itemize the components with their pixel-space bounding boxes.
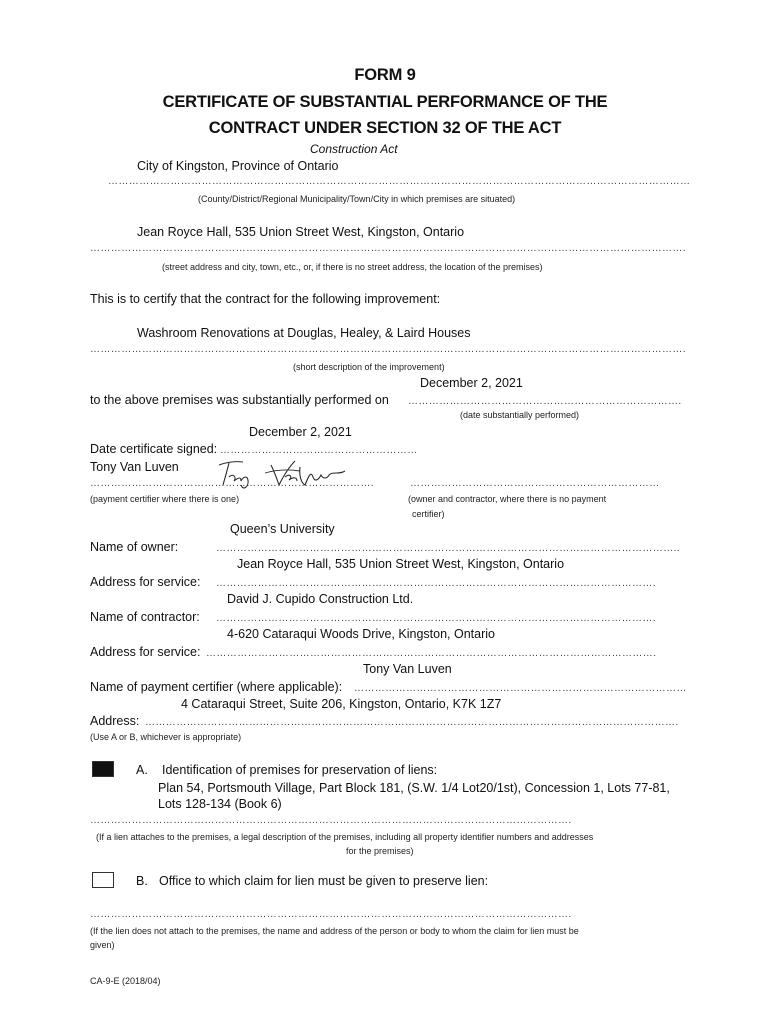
option-a-letter: A.	[136, 763, 148, 777]
option-b-caption-line1: (If the lien does not attach to the premises, the name and address of the person or body to whom the claim for lien must be	[90, 926, 579, 936]
option-a-checkbox[interactable]	[92, 761, 114, 777]
contractor-value[interactable]: David J. Cupido Construction Ltd.	[227, 592, 414, 606]
improvement-line: ……………………………………………………………………………………………………………………………………………………….	[90, 344, 686, 355]
certifier-caption-right-2: certifier)	[412, 509, 445, 519]
option-b-line: ………………………………………………………………………………………………………………………….	[90, 909, 572, 920]
option-a-caption-line2: for the premises)	[346, 846, 414, 856]
form-number: FORM 9	[354, 66, 416, 84]
owner-address-line: ……………………………………………………………………………………………………………….	[216, 578, 656, 589]
owner-line: ……………………………………………………………………………………………………………………..	[216, 543, 680, 554]
performed-line: …………………………………………………………………….	[408, 396, 682, 407]
signed-line: …………………………………………………	[220, 445, 418, 456]
premises-line: ……………………………………………………………………………………………………………………………………………………….	[90, 243, 686, 254]
signed-date[interactable]: December 2, 2021	[249, 425, 352, 439]
option-a-description-line1[interactable]: Plan 54, Portsmouth Village, Part Block 181, (S.W. 1/4 Lot20/1st), Concession 1, Lots 77-81,	[158, 781, 670, 795]
performed-date[interactable]: December 2, 2021	[420, 376, 523, 390]
option-b-caption-line2: given)	[90, 940, 115, 950]
contractor-label: Name of contractor:	[90, 610, 200, 624]
payment-certifier-value[interactable]: Tony Van Luven	[363, 662, 452, 676]
payment-certifier-line: ……………………………………………………………………………………	[354, 683, 687, 694]
payment-certifier-label: Name of payment certifier (where applicable):	[90, 680, 343, 694]
certifier-name[interactable]: Tony Van Luven	[90, 460, 179, 474]
certifier-line-right: ………………………………………………………………	[410, 478, 660, 489]
use-a-or-b-caption: (Use A or B, whichever is appropriate)	[90, 732, 242, 742]
option-b-checkbox[interactable]	[92, 872, 114, 888]
owner-value[interactable]: Queen’s University	[230, 522, 335, 536]
performed-caption: (date substantially performed)	[460, 410, 580, 420]
owner-address-label: Address for service:	[90, 575, 201, 589]
premises-caption: (street address and city, town, etc., or, if there is no street address, the location of the premises)	[162, 262, 543, 272]
certify-text: This is to certify that the contract for the following improvement:	[90, 292, 441, 306]
option-a-line: ………………………………………………………………………………………………………………………….	[90, 815, 572, 826]
performed-label: to the above premises was substantially performed on	[90, 393, 389, 407]
certifier-caption-right-1: (owner and contractor, where there is no payment	[408, 494, 607, 504]
certifier-line-left: ……………………………………………………………………….	[90, 478, 374, 489]
municipality-value[interactable]: City of Kingston, Province of Ontario	[137, 159, 339, 173]
certifier-address-label: Address:	[90, 714, 140, 728]
certifier-address-line: ……………………………………………………………………………………………………………………………………….	[145, 717, 679, 728]
option-a-label: Identification of premises for preservation of liens:	[162, 763, 438, 777]
improvement-caption: (short description of the improvement)	[293, 362, 445, 372]
act-name: Construction Act	[310, 142, 398, 156]
form-code: CA-9-E (2018/04)	[90, 976, 161, 986]
municipality-line: ……………………………………………………………………………………………………………………………………………………	[108, 176, 691, 187]
signed-label: Date certificate signed:	[90, 442, 218, 456]
contractor-address-line: ………………………………………………………………………………………………………………….	[206, 648, 657, 659]
option-b-label: Office to which claim for lien must be given to preserve lien:	[159, 874, 489, 888]
municipality-caption: (County/District/Regional Municipality/Town/City in which premises are situated)	[198, 194, 516, 204]
contractor-line: ……………………………………………………………………………………………………………….	[216, 613, 656, 624]
certifier-caption-left: (payment certifier where there is one)	[90, 494, 240, 504]
certifier-address-value[interactable]: 4 Cataraqui Street, Suite 206, Kingston, Ontario, K7K 1Z7	[181, 697, 502, 711]
form-title-line1: CERTIFICATE OF SUBSTANTIAL PERFORMANCE OF THE	[162, 93, 608, 111]
contractor-address-value[interactable]: 4-620 Cataraqui Woods Drive, Kingston, Ontario	[227, 627, 495, 641]
option-a-caption-line1: (If a lien attaches to the premises, a legal description of the premises, including all property identifier numbers and addresses	[96, 832, 594, 842]
option-b-letter: B.	[136, 874, 148, 888]
contractor-address-label: Address for service:	[90, 645, 201, 659]
premises-value[interactable]: Jean Royce Hall, 535 Union Street West, Kingston, Ontario	[137, 225, 465, 239]
form-title-line2: CONTRACT UNDER SECTION 32 OF THE ACT	[208, 119, 562, 137]
option-a-description-line2[interactable]: Lots 128-134 (Book 6)	[158, 797, 282, 811]
owner-label: Name of owner:	[90, 540, 179, 554]
improvement-value[interactable]: Washroom Renovations at Douglas, Healey, & Laird Houses	[137, 326, 471, 340]
owner-address-value[interactable]: Jean Royce Hall, 535 Union Street West, Kingston, Ontario	[237, 557, 565, 571]
